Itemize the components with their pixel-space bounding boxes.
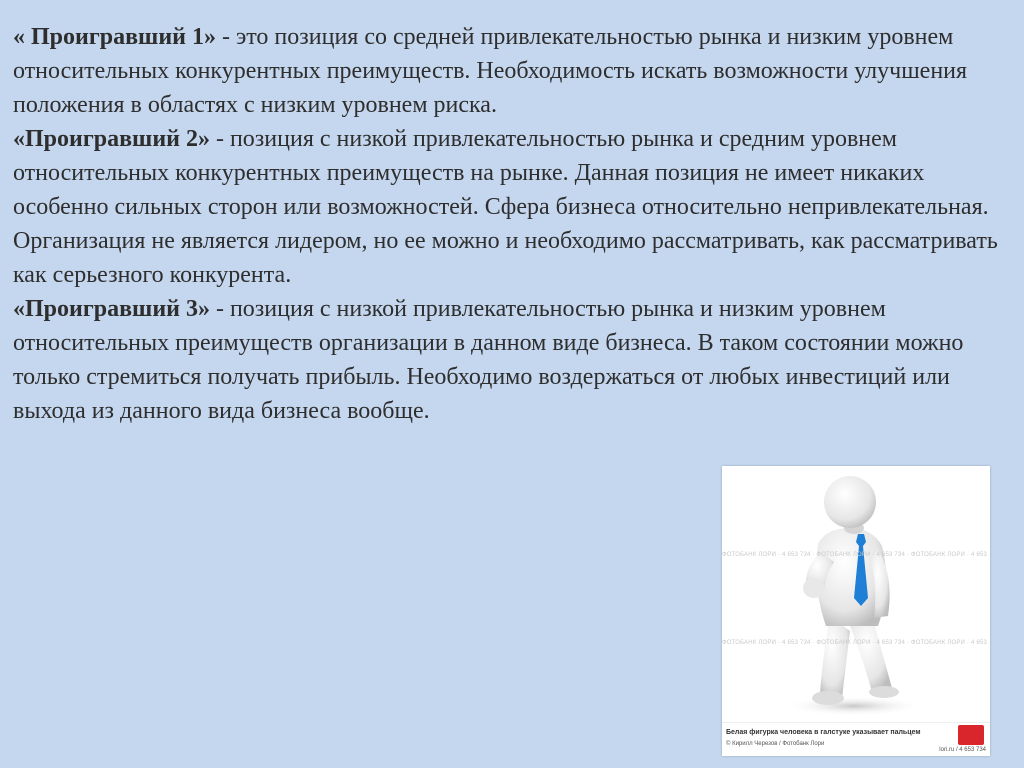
slide-text bbox=[13, 20, 1003, 428]
term-loser-1: « Проигравший 1» bbox=[13, 24, 216, 50]
description-loser-3: - позиция с низкой привлекательностью рынка и низким уровнем относительных преимуществ организации в данном виде бизнеса. В таком состоянии можно только стремиться получать прибыль. Необходимо воздержаться от любых инвестиций или выхода из данного вида бизнеса вообще. bbox=[13, 296, 964, 424]
caption-bar bbox=[722, 722, 990, 756]
paragraph-loser-1 bbox=[13, 20, 1003, 122]
caption-id: lori.ru / 4 653 734 bbox=[939, 747, 986, 753]
description-loser-2: - позиция с низкой привлекательностью рынка и средним уровнем относительных конкурентных преимуществ на рынке. Данная позиция не имеет никаких особенно сильных сторон или возможностей. Сфера бизнеса относительно непривлекательная. Организация не является лидером, но ее можно и необходимо рассматривать, как рассматривать как серьезного конкурента. bbox=[13, 126, 998, 288]
paragraph-loser-2 bbox=[13, 122, 1003, 292]
watermark-row-2: ФОТОБАНК ЛОРИ · 4 653 734 · ФОТОБАНК ЛОРИ · 4 653 734 · ФОТОБАНК ЛОРИ · 4 653 bbox=[722, 640, 987, 646]
paragraph-loser-3 bbox=[13, 292, 1003, 428]
white-figure-pointing-illustration bbox=[722, 466, 990, 722]
watermark-row-1: ФОТОБАНК ЛОРИ · 4 653 734 · ФОТОБАНК ЛОРИ · 4 653 734 · ФОТОБАНК ЛОРИ · 4 653 bbox=[722, 552, 987, 558]
term-loser-3: «Проигравший 3» bbox=[13, 296, 210, 322]
caption-title: Белая фигурка человека в галстуке указывает пальцем bbox=[726, 729, 921, 736]
description-loser-1: - это позиция со средней привлекательностью рынка и низким уровнем относительных конкурентных преимуществ. Необходимость искать возможности улучшения положения в областях с низким уровнем риска. bbox=[13, 24, 968, 118]
caption-author: © Кирилл Черезов / Фотобанк Лори bbox=[726, 741, 825, 747]
stock-photo bbox=[722, 466, 990, 756]
term-loser-2: «Проигравший 2» bbox=[13, 126, 210, 152]
photobank-logo-icon bbox=[958, 725, 984, 745]
